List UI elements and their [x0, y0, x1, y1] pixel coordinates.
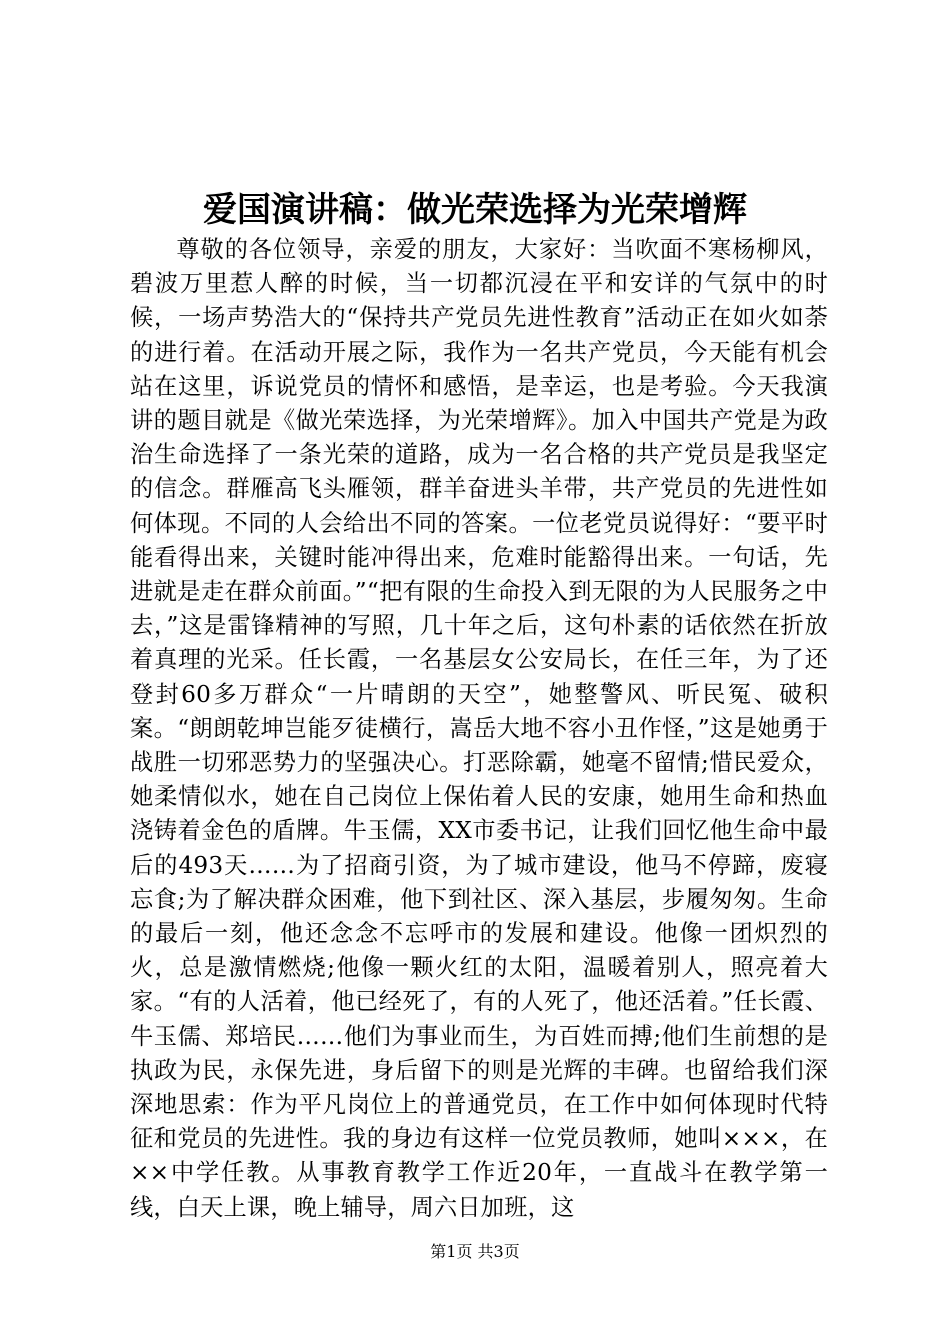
body-paragraph: 尊敬的各位领导，亲爱的朋友，大家好：当吹面不寒杨柳风，碧波万里惹人醉的时候，当一切都沉浸在平和安详的气氛中的时候，一场声势浩大的“保持共产党员先进性教育”活动正在如火如荼的进行着。在活动开展之际，我作为一名共产党员，今天能有机会站在这里，诉说党员的情怀和感悟，是幸运，也是考验。今天我演讲的题目就是《做光荣选择，为光荣增辉》。加入中国共产党是为政治生命选择了一条光荣的道路，成为一名合格的共产党员是我坚定的信念。群雁高飞头雁领，群羊奋进头羊带，共产党员的先进性如何体现。不同的人会给出不同的答案。一位老党员说得好：“要平时能看得出来，关键时能冲得出来，危难时能豁得出来。一句话，先进就是走在群众前面。”“把有限的生命投入到无限的为人民服务之中去，”这是雷锋精神的写照，几十年之后，这句朴素的话依然在折放着真理的光采。任长霞，一名基层女公安局长，在任三年，为了还登封60多万群众“一片晴朗的天空”，她整警风、听民冤、破积案。“朗朗乾坤岂能歹徒横行，嵩岳大地不容小丑作怪，”这是她勇于战胜一切邪恶势力的坚强决心。打恶除霸，她毫不留情;惜民爱众，她柔情似水，她在自己岗位上保佑着人民的安康，她用生命和热血浇铸着金色的盾牌。牛玉儒，XX市委书记，让我们回忆他生命中最后的493天……为了招商引资，为了城市建设，他马不停蹄，废寝忘食;为了解决群众困难，他下到社区、深入基层，步履匆匆。生命的最后一刻，他还念念不忘呼市的发展和建设。他像一团炽烈的火，总是激情燃烧;他像一颗火红的太阳，温暖着别人，照亮着大家。“有的人活着，他已经死了，有的人死了，他还活着。”任长霞、牛玉儒、郑培民……他们为事业而生，为百姓而搏;他们生前想的是执政为民，永保先进，身后留下的则是光辉的丰碑。也留给我们深深地思索：作为平凡岗位上的普通党员，在工作中如何体现时代特征和党员的先进性。我的身边有这样一位党员教师，她叫×××，在××中学任教。从事教育教学工作近20年，一直战斗在教学第一线，白天上课，晚上辅导，周六日加班，这 — [130, 236, 828, 1221]
document-title: 爱国演讲稿：做光荣选择为光荣增辉 — [203, 190, 747, 230]
page-footer: 第1页 共3页 — [430, 1242, 520, 1261]
